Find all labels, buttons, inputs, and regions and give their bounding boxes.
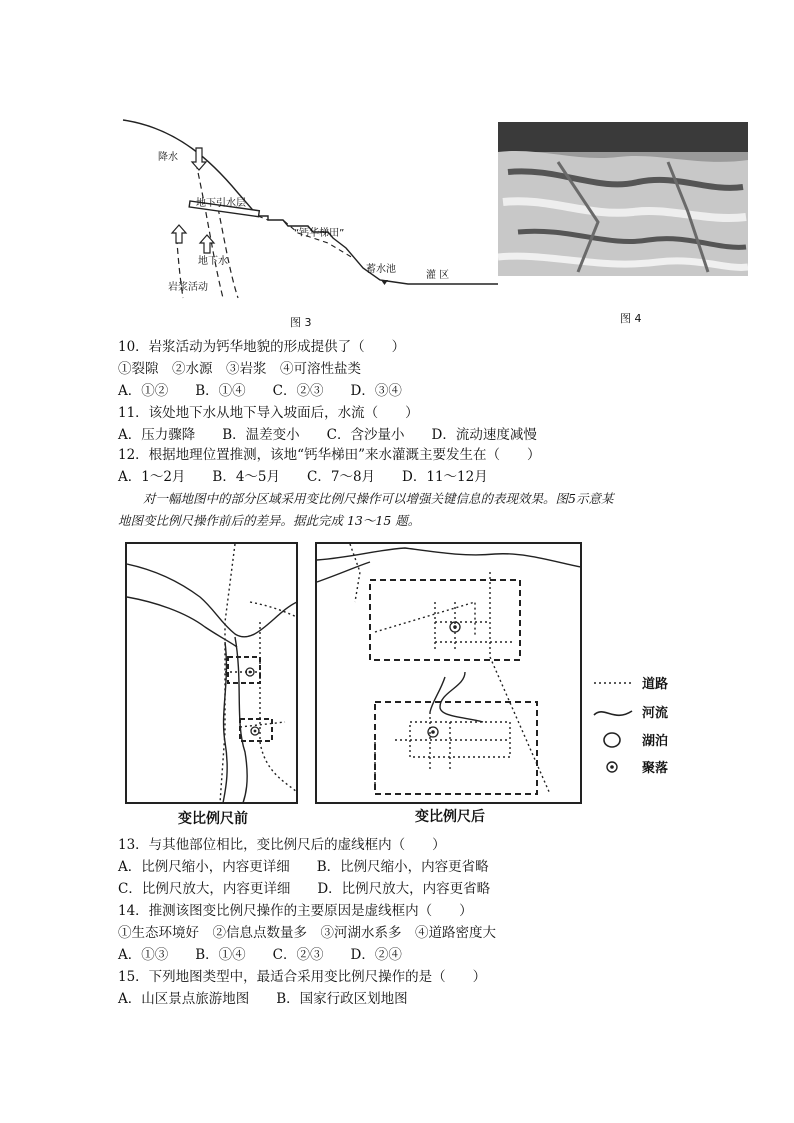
legend-settlement-dot	[610, 765, 614, 769]
label-aquifer: 地下引水层	[196, 198, 246, 209]
question-13-stem: 13．与其他部位相比，变比例尺后的虚线框内（ ）	[118, 837, 446, 853]
question-11-stem: 11．该处地下水从地下导入坡面后，水流（ ）	[118, 405, 419, 421]
groundwater-flow-line	[196, 163, 223, 298]
settlement-icon	[249, 671, 252, 674]
label-terrace: “钙华梯田”	[294, 228, 345, 239]
map-after-title: 变比例尺后	[415, 809, 485, 825]
groundwater-flow-line	[218, 208, 238, 298]
legend-road: 道路	[642, 677, 669, 692]
label-irrigation: 灌 区	[426, 270, 450, 281]
figure4-photo	[498, 122, 748, 276]
label-magma: 岩浆活动	[168, 282, 208, 293]
legend-lake-symbol	[604, 733, 620, 747]
figure5-map-after	[315, 542, 582, 804]
map-before-title: 变比例尺前	[178, 811, 248, 827]
label-groundwater: 地下水	[198, 256, 228, 267]
question-11-options: A．压力骤降 B．温差变小 C．含沙量小 D．流动速度减慢	[118, 427, 537, 443]
label-rain: 降水	[158, 152, 178, 163]
question-14-stem: 14．推测该图变比例尺操作的主要原因是虚线框内（ ）	[118, 903, 473, 919]
question-13-options-ab: A．比例尺缩小，内容更详细 B．比例尺缩小，内容更省略	[118, 859, 489, 875]
figure3-diagram	[118, 108, 498, 308]
legend-river: 河流	[642, 706, 669, 721]
intro-line-1: 对一幅地图中的部分区域采用变比例尺操作可以增强关键信息的表现效果。图5示意某	[118, 491, 614, 506]
question-12-stem: 12．根据地理位置推测，该地“钙华梯田”来水灌溉主要发生在（ ）	[118, 447, 541, 463]
legend-settlement: 聚落	[642, 761, 669, 776]
rain-arrow-icon	[192, 148, 206, 170]
figure4-caption: 图 4	[620, 312, 642, 325]
reservoir-marker-icon	[381, 280, 388, 285]
label-reservoir: 蓄水池	[366, 264, 396, 275]
question-10-choices: ①裂隙 ②水源 ③岩浆 ④可溶性盐类	[118, 361, 361, 377]
question-15-stem: 15．下列地图类型中，最适合采用变比例尺操作的是（ ）	[118, 969, 487, 985]
question-12-options: A．1～2月 B．4～5月 C．7～8月 D．11～12月	[118, 469, 488, 485]
legend-river-symbol	[594, 711, 632, 715]
question-15-options-ab: A．山区景点旅游地图 B．国家行政区划地图	[118, 991, 408, 1007]
settlement-icon	[431, 730, 435, 734]
slope-profile	[123, 120, 498, 284]
figure5-legend	[590, 665, 690, 785]
question-10-options: A．①② B．①④ C．②③ D．③④	[118, 383, 402, 399]
question-14-choices: ①生态环境好 ②信息点数量多 ③河湖水系多 ④道路密度大	[118, 925, 496, 941]
question-13-options-cd: C．比例尺放大，内容更详细 D．比例尺放大，内容更省略	[118, 881, 491, 897]
intro-line-2: 地图变比例尺操作前后的差异。据此完成 13～15 题。	[118, 513, 421, 528]
question-14-options: A．①③ B．①④ C．②③ D．②④	[118, 947, 402, 963]
figure3-caption: 图 3	[290, 316, 312, 329]
settlement-icon	[453, 625, 457, 629]
question-10-stem: 10．岩浆活动为钙华地貌的形成提供了（ ）	[118, 339, 406, 355]
legend-lake: 湖泊	[642, 734, 669, 749]
figure5-map-before	[125, 542, 298, 804]
settlement-icon	[254, 730, 257, 733]
up-arrow-icon	[172, 225, 186, 243]
